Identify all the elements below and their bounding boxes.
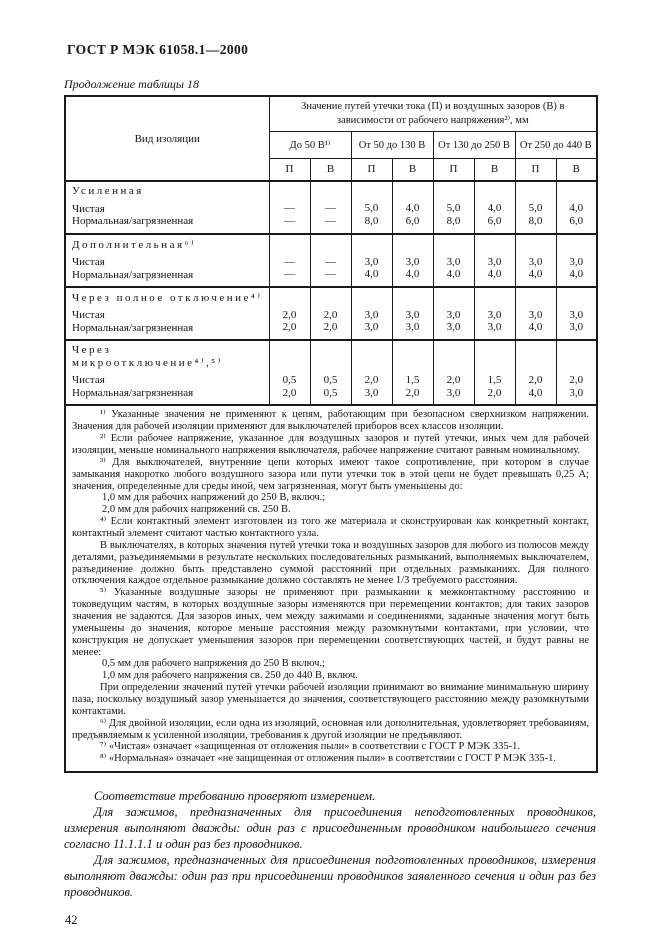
footnote-paragraph: ⁴⁾ Если контактный элемент изготовлен из того же материала и сконструирован как конкретный контакт, контактный элемент считают частью контактного узла. xyxy=(72,516,589,539)
empty-cell xyxy=(474,287,515,306)
cell-value: — xyxy=(269,199,310,215)
cell-value: 3,0 xyxy=(474,321,515,340)
footnotes xyxy=(72,409,589,765)
insulation-group-name: Дополнительная⁶⁾ xyxy=(65,234,269,253)
cell-value: 8,0 xyxy=(433,215,474,234)
footnote-paragraph: 1,0 мм для рабочих напряжений до 250 В, включ.; xyxy=(102,492,326,504)
table-row xyxy=(65,371,597,387)
cell-value: — xyxy=(269,268,310,287)
cell-value: 3,0 xyxy=(433,306,474,322)
empty-cell xyxy=(269,234,310,253)
body-paragraphs xyxy=(64,788,596,900)
table-row xyxy=(65,199,597,215)
cell-value: 6,0 xyxy=(474,215,515,234)
empty-cell xyxy=(392,181,433,199)
empty-cell xyxy=(556,181,597,199)
empty-cell xyxy=(392,234,433,253)
cell-value: 0,5 xyxy=(310,371,351,387)
cell-value: 3,0 xyxy=(474,306,515,322)
footnote-paragraph: ¹⁾ Указанные значения не применяют к цепям, работающим при безопасном сверхнизком напряжении. Значения для рабочей изоляции применяют для выключателей приборов всех классов изоляции. xyxy=(72,409,589,433)
column-header-insulation-type: Вид изоляции xyxy=(65,96,269,181)
table-row xyxy=(65,321,597,340)
table-header xyxy=(65,96,597,181)
cell-value: 3,0 xyxy=(351,321,392,340)
cell-value: — xyxy=(310,215,351,234)
insulation-group-row xyxy=(65,181,597,199)
body-paragraph: Для зажимов, предназначенных для присоединения неподготовленных проводников, измерения выполняют дважды: один раз с присоединенным проводником наибольшего сечения согласно 11.1.1.1 и один раз без проводников. xyxy=(64,805,596,852)
cell-value: 3,0 xyxy=(433,253,474,269)
cell-value: 4,0 xyxy=(515,321,556,340)
body-paragraph: Для зажимов, предназначенных для присоединения подготовленных проводников, измерения выполняют дважды: один раз при присоединении проводников заявленного сечения и один раз без проводников. xyxy=(64,853,596,900)
cell-value: 3,0 xyxy=(515,253,556,269)
cell-value: 6,0 xyxy=(392,215,433,234)
insulation-group-row xyxy=(65,340,597,371)
empty-cell xyxy=(269,181,310,199)
cell-value: 3,0 xyxy=(515,306,556,322)
cell-value: 3,0 xyxy=(392,321,433,340)
footnote-paragraph: ²⁾ Если рабочее напряжение, указанное для воздушных зазоров и путей утечки, иных чем для рабочей изоляции, меньше номинального напряжения выключателя, рабочее напряжение считают равным номинальному. xyxy=(72,433,589,456)
empty-cell xyxy=(310,234,351,253)
empty-cell xyxy=(351,340,392,371)
empty-cell xyxy=(433,287,474,306)
table-row xyxy=(65,268,597,287)
cell-value: — xyxy=(269,253,310,269)
cell-value: 3,0 xyxy=(392,306,433,322)
table-row xyxy=(65,215,597,234)
cell-value: 4,0 xyxy=(556,199,597,215)
footnotes-row xyxy=(65,405,597,772)
empty-cell xyxy=(515,181,556,199)
empty-cell xyxy=(474,340,515,371)
insulation-group-row xyxy=(65,234,597,253)
insulation-group-name: Через микроотключение⁴⁾,⁵⁾ xyxy=(65,340,269,371)
cell-value: 0,5 xyxy=(310,387,351,406)
cell-value: 4,0 xyxy=(351,268,392,287)
cell-value: — xyxy=(310,253,351,269)
cell-value: 4,0 xyxy=(556,268,597,287)
column-header-voltage-range: От 250 до 440 В xyxy=(515,132,597,159)
footnote-paragraph: ³⁾ Для выключателей, внутренние цепи которых имеют такое сопротивление, при котором в случае замыкания накоротко любого воздушного зазора или пути утечки ток в этой цепи не будет превышать 0,25 А; значения, определенные для среды иной, чем загрязненная, могут быть уменьшены до: xyxy=(72,456,589,492)
cell-value: 2,0 xyxy=(351,371,392,387)
cell-value: 2,0 xyxy=(269,387,310,406)
table-row xyxy=(65,253,597,269)
cell-value: 3,0 xyxy=(474,253,515,269)
footnote-paragraph: 2,0 мм для рабочих напряжений св. 250 В. xyxy=(102,504,291,516)
column-header-pv: В xyxy=(392,159,433,182)
cell-value: 0,5 xyxy=(269,371,310,387)
cell-value: 5,0 xyxy=(351,199,392,215)
cell-value: 2,0 xyxy=(269,321,310,340)
row-label: Нормальная/загрязненная xyxy=(65,321,269,340)
cell-value: 2,0 xyxy=(310,321,351,340)
cell-value: 4,0 xyxy=(433,268,474,287)
document-title: ГОСТ Р МЭК 61058.1—2000 xyxy=(67,42,249,57)
column-header-pv: В xyxy=(474,159,515,182)
column-header-pv: П xyxy=(351,159,392,182)
cell-value: — xyxy=(310,199,351,215)
row-label: Чистая xyxy=(65,306,269,322)
footnote-paragraph: 1,0 мм для рабочего напряжения св. 250 до 440 В, включ. xyxy=(102,670,358,682)
footnote-paragraph: ⁶⁾ Для двойной изоляции, если одна из изоляций, основная или дополнительная, удовлетворяет требованиям, предъявляемым к усиленной изоляции, требования к другой изоляции не предъявляют. xyxy=(72,717,589,741)
row-label: Чистая xyxy=(65,371,269,387)
empty-cell xyxy=(515,234,556,253)
cell-value: 3,0 xyxy=(392,253,433,269)
empty-cell xyxy=(310,340,351,371)
footnote-paragraph: При определении значений путей утечки рабочей изоляции принимают во внимание минимальную ширину паза, поскольку воздушный зазор уменьшается до значения, соответствующего расстоянию между разомкнутыми контактами. xyxy=(72,682,589,717)
cell-value: 4,0 xyxy=(474,199,515,215)
cell-value: 3,0 xyxy=(433,321,474,340)
column-header-pv: В xyxy=(556,159,597,182)
cell-value: 1,5 xyxy=(392,371,433,387)
cell-value: 1,5 xyxy=(474,371,515,387)
cell-value: 4,0 xyxy=(474,268,515,287)
cell-value: 3,0 xyxy=(351,387,392,406)
cell-value: 2,0 xyxy=(433,371,474,387)
cell-value: 3,0 xyxy=(556,387,597,406)
insulation-group-name: Усиленная xyxy=(65,181,269,199)
cell-value: 2,0 xyxy=(515,371,556,387)
empty-cell xyxy=(433,181,474,199)
cell-value: 4,0 xyxy=(392,199,433,215)
table-body xyxy=(65,181,597,405)
empty-cell xyxy=(433,340,474,371)
column-header-pv: П xyxy=(515,159,556,182)
column-header-voltage-range: От 50 до 130 В xyxy=(351,132,433,159)
column-header-pv: В xyxy=(310,159,351,182)
cell-value: 2,0 xyxy=(392,387,433,406)
column-header-pv: П xyxy=(433,159,474,182)
column-header-values-span: Значение путей утечки тока (П) и воздушных зазоров (В) в зависимости от рабочего напряжения²⁾, мм xyxy=(269,96,597,132)
row-label: Чистая xyxy=(65,199,269,215)
empty-cell xyxy=(351,287,392,306)
cell-value: 2,0 xyxy=(310,306,351,322)
empty-cell xyxy=(269,340,310,371)
empty-cell xyxy=(556,234,597,253)
cell-value: 3,0 xyxy=(556,253,597,269)
cell-value: 8,0 xyxy=(515,215,556,234)
cell-value: 8,0 xyxy=(351,215,392,234)
empty-cell xyxy=(351,234,392,253)
footnote-paragraph: ⁵⁾ Указанные воздушные зазоры не применяют при размыкании к межконтактному расстоянию и токоведущим частям, в которых воздушные зазоры изменяются при перемещении контактов; для таких зазоров значения не задаются. Для зазоров иных, чем между зажимами и соединениями, заданные значения могут быть уменьшены до значения, которое меньше расстояния между разомкнутыми контактами, при условии, что конструкция не допускает уменьшения зазоров при перемещении соответствующих частей, и будут равны не менее: xyxy=(72,587,589,658)
cell-value: 4,0 xyxy=(515,387,556,406)
footnote-paragraph: 0,5 мм для рабочего напряжения до 250 В включ.; xyxy=(102,658,325,670)
footnote-paragraph: ⁷⁾ «Чистая» означает «защищенная от отложения пыли» в соответствии с ГОСТ Р МЭК 335-1. xyxy=(100,741,520,753)
table-caption: Продолжение таблицы 18 xyxy=(64,77,200,91)
page-number: 42 xyxy=(65,913,78,928)
cell-value: 6,0 xyxy=(556,215,597,234)
footnote-paragraph: В выключателях, в которых значения путей утечки тока и воздушных зазоров для любого из полюсов между деталями, разъединяемыми в результате нескольких последовательных размыканий, выполняемых выключателем, разъединение должно быть представлено суммой расстояний при отдельных размыканиях. Для полного отключения каждое отдельное размыкание должно составлять не менее 1/3 требуемого расстояния. xyxy=(72,539,589,587)
cell-value: 2,0 xyxy=(269,306,310,322)
insulation-group-name: Через полное отключение⁴⁾ xyxy=(65,287,269,306)
body-paragraph: Соответствие требованию проверяют измерением. xyxy=(94,789,376,804)
cell-value: 2,0 xyxy=(474,387,515,406)
column-header-pv: П xyxy=(269,159,310,182)
cell-value: — xyxy=(269,215,310,234)
cell-value: 5,0 xyxy=(515,199,556,215)
row-label: Нормальная/загрязненная xyxy=(65,268,269,287)
cell-value: 4,0 xyxy=(392,268,433,287)
empty-cell xyxy=(556,287,597,306)
empty-cell xyxy=(392,340,433,371)
cell-value: — xyxy=(310,268,351,287)
cell-value: 3,0 xyxy=(556,321,597,340)
table-row xyxy=(65,306,597,322)
empty-cell xyxy=(269,287,310,306)
empty-cell xyxy=(310,181,351,199)
footnote-paragraph: ⁸⁾ «Нормальная» означает «не защищенная от отложения пыли» в соответствии с ГОСТ Р МЭК 335-1. xyxy=(100,753,556,765)
column-header-voltage-range: От 130 до 250 В xyxy=(433,132,515,159)
cell-value: 3,0 xyxy=(556,306,597,322)
empty-cell xyxy=(556,340,597,371)
cell-value: 4,0 xyxy=(515,268,556,287)
row-label: Чистая xyxy=(65,253,269,269)
row-label: Нормальная/загрязненная xyxy=(65,387,269,406)
cell-value: 2,0 xyxy=(556,371,597,387)
column-header-voltage-range: До 50 В¹⁾ xyxy=(269,132,351,159)
empty-cell xyxy=(515,287,556,306)
empty-cell xyxy=(392,287,433,306)
row-label: Нормальная/загрязненная xyxy=(65,215,269,234)
cell-value: 3,0 xyxy=(433,387,474,406)
empty-cell xyxy=(310,287,351,306)
empty-cell xyxy=(433,234,474,253)
empty-cell xyxy=(474,234,515,253)
insulation-table xyxy=(64,95,598,773)
cell-value: 3,0 xyxy=(351,253,392,269)
cell-value: 3,0 xyxy=(351,306,392,322)
empty-cell xyxy=(515,340,556,371)
insulation-group-row xyxy=(65,287,597,306)
cell-value: 5,0 xyxy=(433,199,474,215)
table-row xyxy=(65,387,597,406)
empty-cell xyxy=(474,181,515,199)
empty-cell xyxy=(351,181,392,199)
